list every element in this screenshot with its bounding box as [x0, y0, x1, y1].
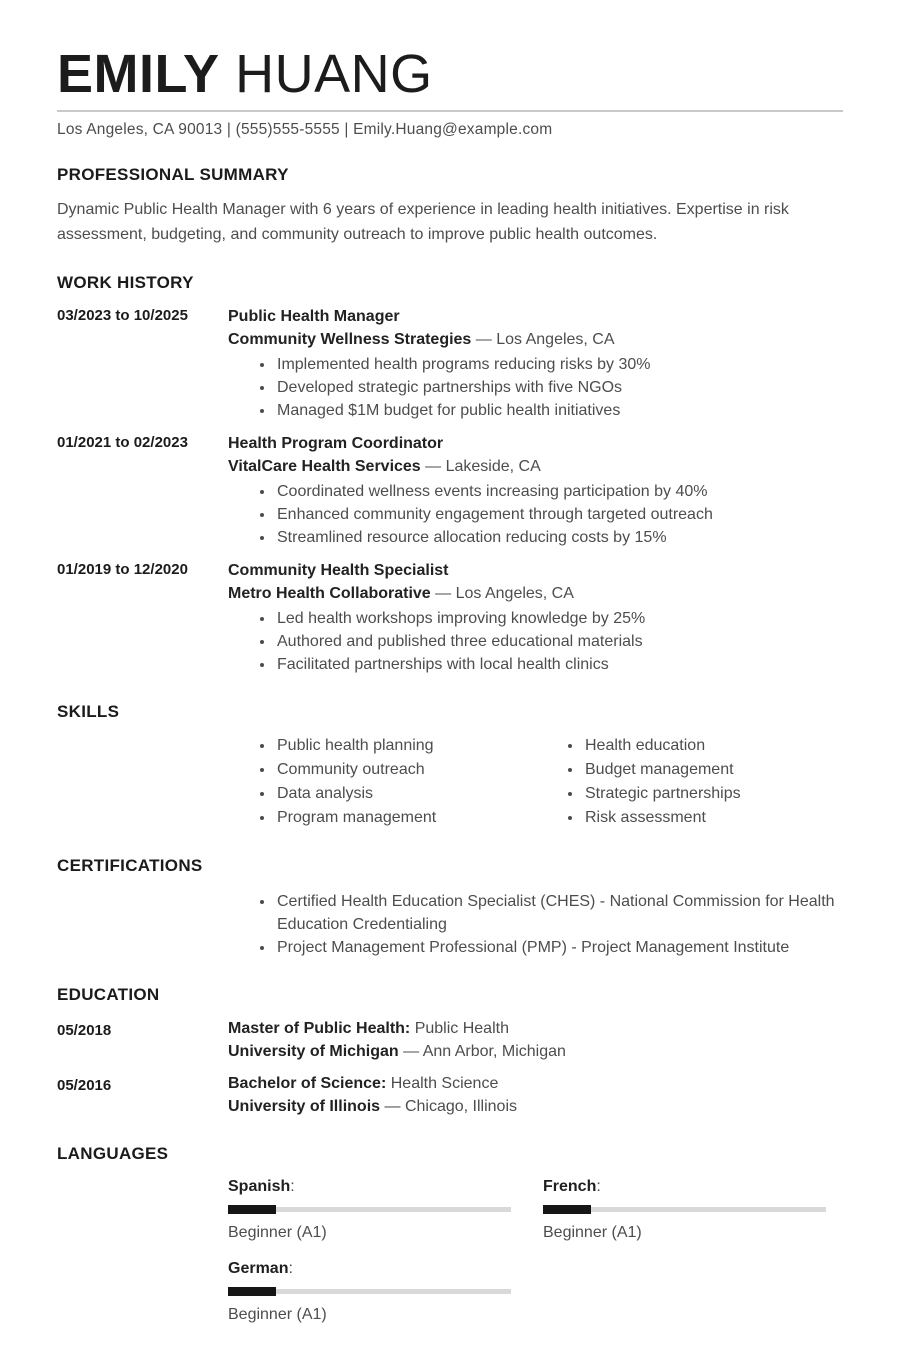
education-date: 05/2016 [57, 1076, 112, 1094]
language-progress-fill [543, 1205, 591, 1214]
certification-item: • Certified Health Education Specialist (CHES) - National Commission for Health Education Credentialing [275, 890, 843, 936]
education-degree-line [228, 1017, 843, 1040]
certifications-row [57, 888, 843, 959]
dash-separator: — [403, 1042, 420, 1060]
colon-separator: : [596, 1177, 601, 1195]
job-company-line [228, 455, 843, 478]
language-level: Beginner (A1) [228, 1223, 327, 1241]
job-details [228, 559, 843, 676]
section-education [57, 985, 843, 1118]
job-details [228, 432, 843, 549]
education-location: Ann Arbor, Michigan [422, 1042, 566, 1060]
work-entry [57, 305, 843, 422]
job-location: Los Angeles, CA [496, 330, 615, 348]
education-degree-line [228, 1072, 843, 1095]
job-title: Community Health Specialist [228, 561, 449, 579]
language-name-line [228, 1258, 511, 1280]
header-divider [57, 110, 843, 112]
job-location: Los Angeles, CA [455, 584, 574, 602]
language-name-line [228, 1176, 511, 1198]
section-work-history [57, 273, 843, 676]
education-entry [57, 1072, 843, 1118]
job-bullet: • Implemented health programs reducing risks by 30% [275, 353, 843, 376]
language-progress-track [543, 1207, 826, 1212]
language-item [543, 1176, 826, 1244]
section-heading-professional-summary: PROFESSIONAL SUMMARY [57, 164, 289, 184]
section-heading-skills: SKILLS [57, 701, 120, 721]
language-level: Beginner (A1) [228, 1305, 327, 1323]
language-item [228, 1176, 511, 1244]
job-dates: 01/2021 to 02/2023 [57, 433, 188, 451]
job-bullet: • Authored and published three educational materials [275, 630, 843, 653]
summary-text: Dynamic Public Health Manager with 6 years of experience in leading health initiatives. Expertise in risk assessment, budgeting, and community outreach to improve public health outcomes. [57, 200, 789, 243]
certification-item: • Project Management Professional (PMP) - Project Management Institute [275, 936, 843, 959]
skill-item: • Health education [583, 734, 843, 758]
certifications-body [228, 888, 843, 959]
language-name: French [543, 1177, 597, 1195]
education-degree: Master of Public Health [228, 1019, 405, 1037]
education-entry [57, 1017, 843, 1063]
job-bullet: • Coordinated wellness events increasing participation by 40% [275, 480, 843, 503]
colon-separator: : [290, 1177, 295, 1195]
languages-grid [228, 1176, 828, 1340]
languages-spacer [57, 1176, 228, 1178]
skill-item: • Program management [275, 806, 536, 830]
skill-item: • Public health planning [275, 734, 536, 758]
skills-spacer [57, 734, 228, 736]
job-dates: 03/2023 to 10/2025 [57, 306, 188, 324]
education-field: Health Science [390, 1074, 499, 1092]
education-degree: Bachelor of Science [228, 1074, 381, 1092]
job-location: Lakeside, CA [445, 457, 541, 475]
colon-separator: : [380, 1074, 387, 1092]
work-entry [57, 559, 843, 676]
education-location: Chicago, Illinois [404, 1097, 517, 1115]
education-details [228, 1072, 843, 1118]
job-company: Metro Health Collaborative [228, 584, 431, 602]
languages-body [228, 1176, 843, 1340]
education-school-line [228, 1040, 843, 1063]
section-heading-languages: LANGUAGES [57, 1143, 169, 1163]
skills-list-left [228, 734, 536, 830]
language-level: Beginner (A1) [543, 1223, 642, 1241]
language-progress-fill [228, 1205, 276, 1214]
candidate-first-name: EMILY [57, 44, 220, 104]
skill-item: • Data analysis [275, 782, 536, 806]
language-name: Spanish [228, 1177, 291, 1195]
education-school: University of Michigan [228, 1042, 399, 1060]
colon-separator: : [288, 1259, 293, 1277]
section-heading-certifications: CERTIFICATIONS [57, 855, 203, 875]
job-company-line [228, 582, 843, 605]
section-skills [57, 702, 843, 830]
skill-item: • Risk assessment [583, 806, 843, 830]
skill-item: • Budget management [583, 758, 843, 782]
section-heading-education: EDUCATION [57, 984, 160, 1004]
work-entry [57, 432, 843, 549]
skills-columns [228, 734, 843, 830]
dash-separator: — [384, 1097, 401, 1115]
job-bullet-list [228, 480, 843, 549]
job-bullet: • Led health workshops improving knowledge by 25% [275, 607, 843, 630]
section-professional-summary [57, 165, 843, 247]
job-dates: 01/2019 to 12/2020 [57, 560, 188, 578]
language-name: German [228, 1259, 289, 1277]
skills-row [57, 734, 843, 830]
section-heading-work-history: WORK HISTORY [57, 272, 194, 292]
job-company: Community Wellness Strategies [228, 330, 472, 348]
job-company: VitalCare Health Services [228, 457, 421, 475]
job-bullet: • Streamlined resource allocation reducing costs by 15% [275, 526, 843, 549]
skills-list-right [536, 734, 843, 830]
education-details [228, 1017, 843, 1063]
dash-separator: — [475, 330, 492, 348]
job-bullet: • Facilitated partnerships with local health clinics [275, 653, 843, 676]
colon-separator: : [404, 1019, 411, 1037]
language-progress-fill [228, 1287, 276, 1296]
skill-item: • Community outreach [275, 758, 536, 782]
education-date: 05/2018 [57, 1021, 112, 1039]
job-bullet: • Managed $1M budget for public health initiatives [275, 399, 843, 422]
section-languages [57, 1144, 843, 1340]
contact-info: Los Angeles, CA 90013 | (555)555-5555 | Emily.Huang@example.com [57, 120, 553, 138]
language-progress-track [228, 1207, 511, 1212]
education-field: Public Health [414, 1019, 509, 1037]
candidate-last-name: HUANG [235, 44, 433, 104]
candidate-name [57, 46, 843, 103]
education-school-line [228, 1095, 843, 1118]
skill-item: • Strategic partnerships [583, 782, 843, 806]
job-bullet-list [228, 353, 843, 422]
dash-separator: — [425, 457, 442, 475]
job-company-line [228, 328, 843, 351]
resume-header [57, 46, 843, 139]
job-title: Public Health Manager [228, 307, 400, 325]
section-certifications [57, 856, 843, 959]
job-bullet: • Developed strategic partnerships with five NGOs [275, 376, 843, 399]
dash-separator: — [435, 584, 452, 602]
certification-list [228, 890, 843, 959]
job-bullet-list [228, 607, 843, 676]
certifications-spacer [57, 888, 228, 890]
education-school: University of Illinois [228, 1097, 381, 1115]
language-item [228, 1258, 511, 1326]
language-name-line [543, 1176, 826, 1198]
job-details [228, 305, 843, 422]
job-title: Health Program Coordinator [228, 434, 444, 452]
languages-row [57, 1176, 843, 1340]
language-progress-track [228, 1289, 511, 1294]
job-bullet: • Enhanced community engagement through targeted outreach [275, 503, 843, 526]
